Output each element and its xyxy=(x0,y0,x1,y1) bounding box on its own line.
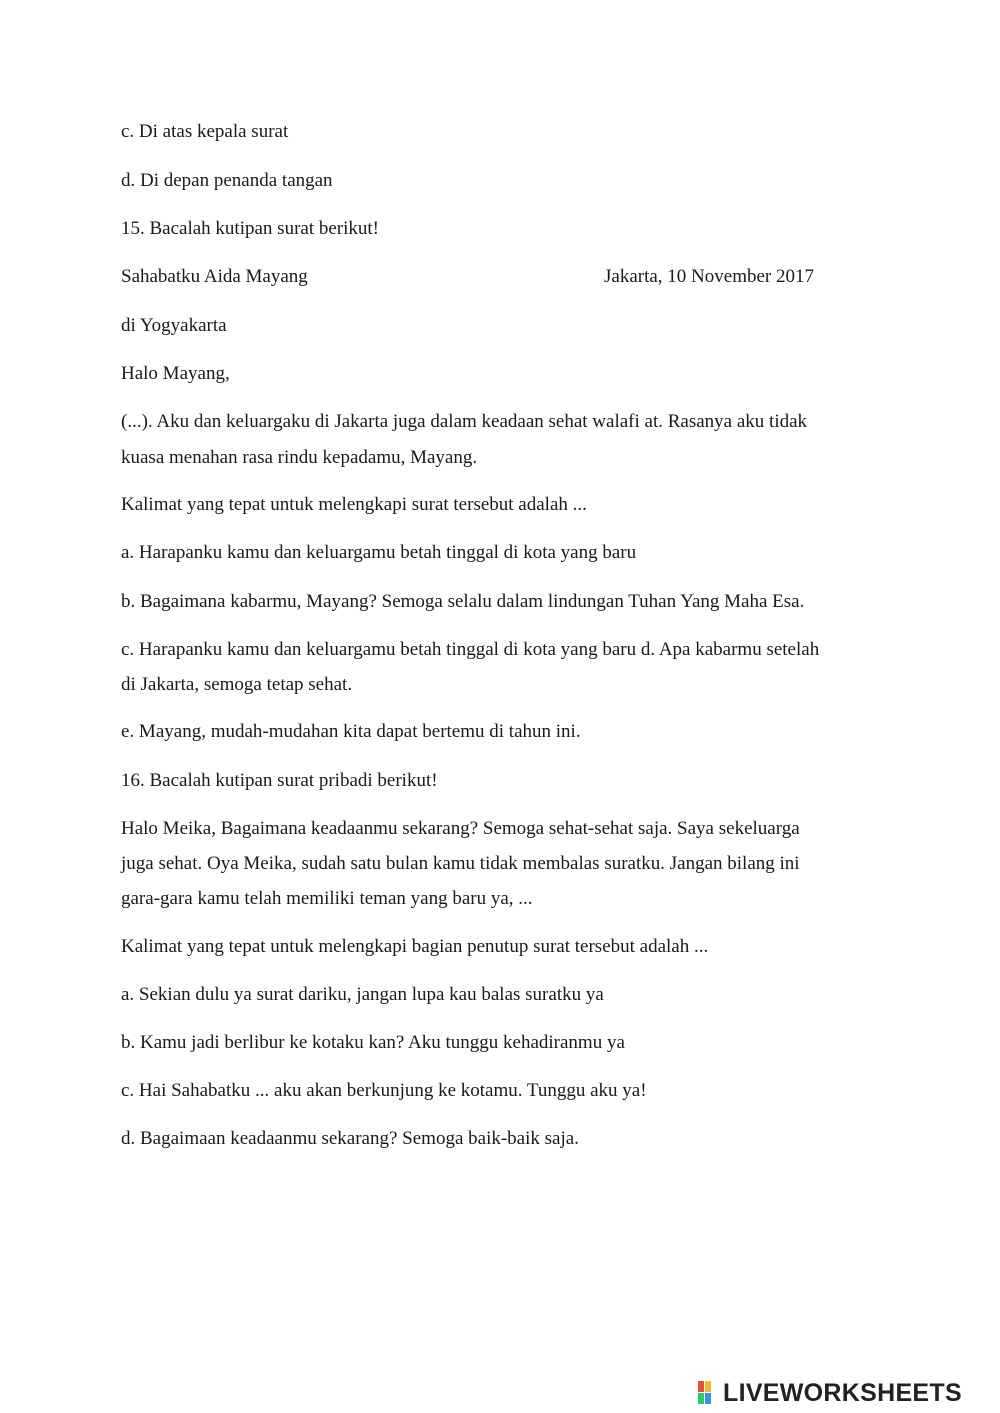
option-c-q15-continued: di Jakarta, semoga tetap sehat. xyxy=(121,674,353,695)
excerpt-line-1: Halo Meika, Bagaimana keadaanmu sekarang? Semoga sehat-sehat saja. Saya sekeluarga xyxy=(121,818,800,839)
option-d-q14: d. Di depan penanda tangan xyxy=(121,170,333,191)
liveworksheets-watermark xyxy=(698,1380,962,1406)
letter-recipient: Sahabatku Aida Mayang xyxy=(121,266,308,287)
letter-greeting: Halo Mayang, xyxy=(121,363,230,384)
option-a-q15: a. Harapanku kamu dan keluargamu betah tinggal di kota yang baru xyxy=(121,542,637,563)
option-a-q16: a. Sekian dulu ya surat dariku, jangan lupa kau balas suratku ya xyxy=(121,984,604,1005)
letter-body-line-2: kuasa menahan rasa rindu kepadamu, Mayang. xyxy=(121,447,478,468)
option-b-q15: b. Bagaimana kabarmu, Mayang? Semoga selalu dalam lindungan Tuhan Yang Maha Esa. xyxy=(121,591,805,612)
option-e-q15: e. Mayang, mudah-mudahan kita dapat bertemu di tahun ini. xyxy=(121,721,581,742)
liveworksheets-logo-icon xyxy=(698,1381,720,1405)
excerpt-line-3: gara-gara kamu telah memiliki teman yang baru ya, ... xyxy=(121,888,533,909)
option-c-q16: c. Hai Sahabatku ... aku akan berkunjung ke kotamu. Tunggu aku ya! xyxy=(121,1080,647,1101)
option-d-q16: d. Bagaimaan keadaanmu sekarang? Semoga baik-baik saja. xyxy=(121,1128,579,1149)
excerpt-line-2: juga sehat. Oya Meika, sudah satu bulan kamu tidak membalas suratku. Jangan bilang ini xyxy=(121,853,800,874)
option-c-q15: c. Harapanku kamu dan keluargamu betah tinggal di kota yang baru d. Apa kabarmu setelah xyxy=(121,639,820,660)
question-16-stem: Kalimat yang tepat untuk melengkapi bagian penutup surat tersebut adalah ... xyxy=(121,936,709,957)
option-b-q16: b. Kamu jadi berlibur ke kotaku kan? Aku tunggu kehadiranmu ya xyxy=(121,1032,625,1053)
liveworksheets-wordmark: LIVEWORKSHEETS xyxy=(723,1379,962,1407)
question-15-prompt: 15. Bacalah kutipan surat berikut! xyxy=(121,218,380,239)
question-15-stem: Kalimat yang tepat untuk melengkapi surat tersebut adalah ... xyxy=(121,494,587,515)
letter-recipient-city: di Yogyakarta xyxy=(121,315,227,336)
letter-body-line-1: (...). Aku dan keluargaku di Jakarta juga dalam keadaan sehat walafi at. Rasanya aku tidak xyxy=(121,411,808,432)
letter-date: Jakarta, 10 November 2017 xyxy=(604,266,814,287)
question-16-prompt: 16. Bacalah kutipan surat pribadi berikut! xyxy=(121,770,438,791)
option-c-q14: c. Di atas kepala surat xyxy=(121,121,289,142)
